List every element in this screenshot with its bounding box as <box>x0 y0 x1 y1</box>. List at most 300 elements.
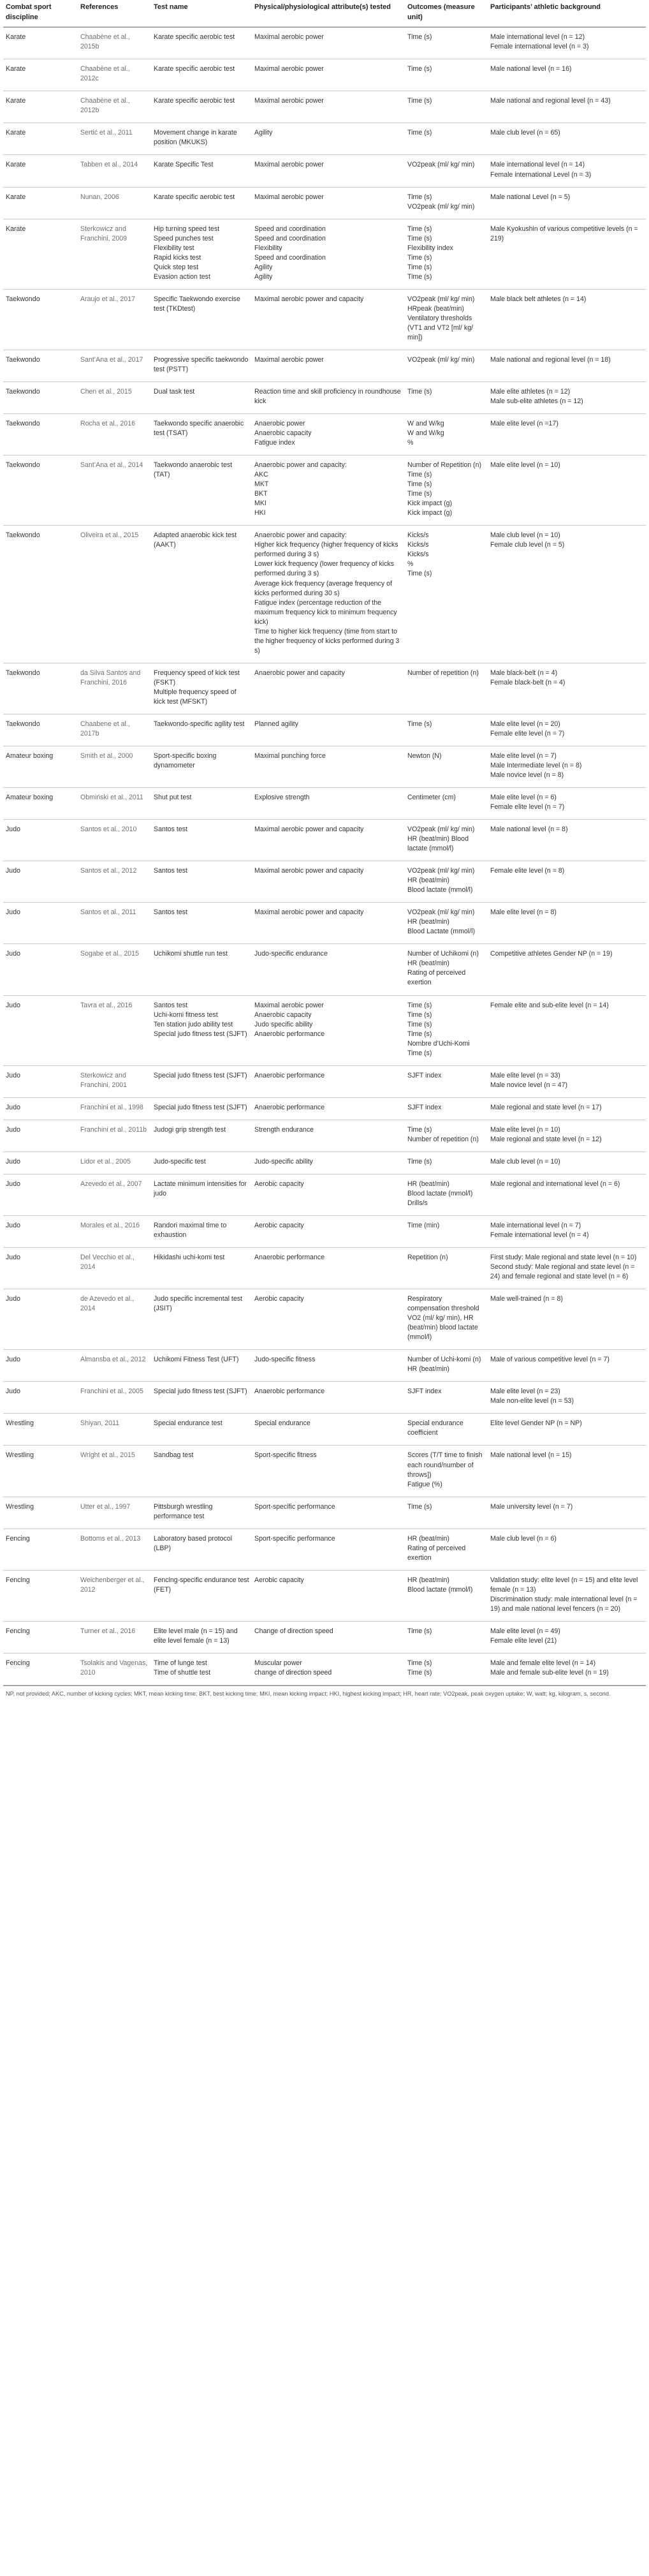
cell-outcomes-line: Time (s) <box>407 471 432 479</box>
cell-reference <box>78 1174 151 1215</box>
cell-attribute-line: Average kick frequency (average frequency of kicks performed during 30 s) <box>254 579 392 597</box>
cell-discipline: Taekwondo <box>3 414 78 455</box>
cell-participants-line: Male regional and state level (n = 12) <box>490 1135 602 1143</box>
cell-discipline: Taekwondo <box>3 663 78 714</box>
cell-discipline: Judo <box>3 1248 78 1289</box>
cell-reference <box>78 123 151 155</box>
cell-participants-line: Second study: Male regional and state level (n = 24) and female regional and state level (n = 6) <box>490 1263 635 1281</box>
cell-test-name-line: Evasion action test <box>154 272 210 281</box>
cell-test-name <box>151 1248 252 1289</box>
cell-attribute <box>252 123 405 155</box>
cell-participants <box>488 1097 646 1120</box>
cell-discipline: Taekwondo <box>3 526 78 663</box>
cell-attribute <box>252 414 405 455</box>
cell-outcomes <box>405 1248 488 1289</box>
cell-reference <box>78 1497 151 1529</box>
cell-participants <box>488 861 646 903</box>
cell-attribute-line: change of direction speed <box>254 1668 332 1677</box>
cell-outcomes-line: Special endurance coefficient <box>407 1419 463 1437</box>
cell-participants <box>488 1570 646 1621</box>
cell-attribute-line: Sport-specific performance <box>254 1534 335 1543</box>
cell-test-name-line: Karate specific aerobic test <box>154 193 235 201</box>
cell-test-name <box>151 219 252 289</box>
cell-test-name-line: Special endurance test <box>154 1419 222 1428</box>
cell-participants-line: Female elite level (n = 7) <box>490 729 565 737</box>
cell-attribute-line: MKT <box>254 480 269 489</box>
cell-discipline: Judo <box>3 1350 78 1382</box>
cell-participants <box>488 1151 646 1174</box>
cell-attribute <box>252 663 405 714</box>
cell-discipline: Judo <box>3 1382 78 1414</box>
cell-participants <box>488 123 646 155</box>
cell-participants-line: Male club level (n = 10) <box>490 1157 560 1166</box>
cell-reference <box>78 1414 151 1446</box>
cell-participants-line: Male sub-elite athletes (n = 12) <box>490 397 583 406</box>
cell-test-name-line: Judo specific incremental test (JSIT) <box>154 1295 242 1313</box>
cell-participants <box>488 1289 646 1350</box>
comparison-table-container <box>3 0 646 1698</box>
cell-outcomes-line: HRpeak (beat/min) <box>407 304 464 313</box>
cell-test-name <box>151 861 252 903</box>
cell-outcomes-line: SJFT index <box>407 1071 442 1079</box>
cell-attribute <box>252 155 405 187</box>
cell-outcomes-line: Rating of perceived exertion <box>407 969 466 987</box>
cell-outcomes <box>405 1065 488 1097</box>
cell-participants-line: Female elite and sub-elite level (n = 14) <box>490 1001 609 1009</box>
cell-outcomes-line: Time (s) <box>407 1502 432 1511</box>
cell-test-name <box>151 27 252 59</box>
cell-outcomes-line: HR (beat/min) <box>407 959 449 968</box>
cell-outcomes-line: VO2peak (ml/ kg/ min) <box>407 161 475 169</box>
cell-discipline: Taekwondo <box>3 455 78 526</box>
cell-outcomes-line: Time (s) <box>407 388 432 396</box>
cell-discipline: Fencing <box>3 1621 78 1653</box>
cell-attribute <box>252 861 405 903</box>
cell-test-name <box>151 155 252 187</box>
cell-attribute-line: Anaerobic capacity <box>254 429 312 438</box>
table-row <box>3 1065 646 1097</box>
cell-test-name-line: Randori maximal time to exhaustion <box>154 1221 227 1239</box>
cell-attribute <box>252 788 405 820</box>
cell-reference <box>78 1653 151 1685</box>
cell-attribute-line: Flexibility <box>254 244 282 252</box>
cell-attribute <box>252 1570 405 1621</box>
cell-test-name-line: Flexibility test <box>154 244 194 252</box>
table-row <box>3 1215 646 1247</box>
cell-outcomes-line: Time (s) <box>407 272 432 281</box>
cell-attribute <box>252 1621 405 1653</box>
cell-discipline: Judo <box>3 1215 78 1247</box>
cell-test-name-line: Elite level male (n = 15) and elite level female (n = 13) <box>154 1627 238 1645</box>
cell-participants <box>488 27 646 59</box>
cell-outcomes <box>405 155 488 187</box>
cell-attribute-line: Muscular power <box>254 1659 302 1667</box>
cell-discipline: Fencing <box>3 1529 78 1570</box>
cell-attribute-line: Anaerobic performance <box>254 1103 325 1111</box>
cell-test-name-line: Special judo fitness test (SJFT) <box>154 1388 247 1396</box>
cell-attribute-line: Judo-specific endurance <box>254 950 328 958</box>
cell-participants-line: Male well-trained (n = 8) <box>490 1295 563 1303</box>
cell-attribute <box>252 1065 405 1097</box>
cell-attribute <box>252 1529 405 1570</box>
cell-outcomes-line: % <box>407 560 414 568</box>
cell-outcomes <box>405 123 488 155</box>
header-test-name: Test name <box>151 0 252 27</box>
cell-reference-line: Weichenberger et al., 2012 <box>80 1576 145 1594</box>
cell-attribute-line: Lower kick frequency (lower frequency of kicks performed during 3 s) <box>254 560 395 578</box>
cell-participants-line: Male elite level (n = 7) <box>490 751 557 760</box>
cell-outcomes <box>405 289 488 350</box>
cell-test-name <box>151 59 252 91</box>
cell-discipline: Judo <box>3 1120 78 1151</box>
cell-reference-line: Tabben et al., 2014 <box>80 161 138 169</box>
cell-test-name-line: Sport-specific boxing dynamometer <box>154 751 217 769</box>
cell-reference-line: Sant’Ana et al., 2014 <box>80 461 143 470</box>
cell-reference <box>78 1289 151 1350</box>
cell-discipline: Karate <box>3 91 78 123</box>
cell-participants <box>488 91 646 123</box>
table-row <box>3 155 646 187</box>
cell-discipline: Taekwondo <box>3 382 78 414</box>
cell-participants <box>488 414 646 455</box>
cell-test-name-line: Time of lunge test <box>154 1659 207 1667</box>
cell-reference <box>78 1065 151 1097</box>
table-row <box>3 1120 646 1151</box>
cell-test-name-line: Specific Taekwondo exercise test (TKDtest) <box>154 295 240 313</box>
cell-participants-line: Male elite athletes (n = 12) <box>490 388 571 396</box>
cell-outcomes-line: Time (s) <box>407 1659 432 1667</box>
cell-outcomes-line: W and W/kg <box>407 420 444 428</box>
cell-test-name <box>151 1382 252 1414</box>
cell-reference-line: Santos et al., 2011 <box>80 908 136 917</box>
cell-reference-line: Chaabène et al., 2012c <box>80 65 130 83</box>
cell-participants <box>488 1446 646 1497</box>
cell-outcomes-line: Time (s) <box>407 65 432 73</box>
cell-attribute <box>252 903 405 944</box>
cell-attribute-line: Explosive strength <box>254 794 310 802</box>
table-row <box>3 219 646 289</box>
cell-discipline: Wrestling <box>3 1414 78 1446</box>
cell-attribute <box>252 187 405 219</box>
cell-outcomes <box>405 1570 488 1621</box>
cell-participants-line: Female elite level (n = 7) <box>490 803 565 811</box>
cell-test-name <box>151 995 252 1065</box>
cell-outcomes-line: Number of repetition (n) <box>407 1135 479 1143</box>
cell-participants-line: Male elite level (n = 49) <box>490 1627 560 1635</box>
cell-participants <box>488 382 646 414</box>
cell-participants-line: Male university level (n = 7) <box>490 1502 573 1511</box>
cell-outcomes-line: Flexibility index <box>407 244 453 252</box>
cell-reference <box>78 187 151 219</box>
cell-outcomes-line: Ventilatory thresholds (VT1 and VT2 [ml/ kg/ min]) <box>407 314 474 341</box>
cell-outcomes-line: Time (s) <box>407 1001 432 1009</box>
table-row <box>3 1382 646 1414</box>
cell-reference <box>78 1570 151 1621</box>
cell-reference-line: Sertić et al., 2011 <box>80 129 133 137</box>
cell-outcomes-line: Kicks/s <box>407 551 429 559</box>
cell-outcomes-line: Time (s) <box>407 1010 432 1019</box>
cell-attribute-line: Anaerobic power and capacity: <box>254 531 347 540</box>
cell-test-name-line: Judogi grip strength test <box>154 1125 226 1134</box>
cell-attribute-line: Maximal aerobic power <box>254 65 324 73</box>
cell-test-name-line: Santos test <box>154 825 187 834</box>
cell-test-name-line: Speed punches test <box>154 234 214 242</box>
cell-outcomes <box>405 350 488 381</box>
cell-discipline: Judo <box>3 1097 78 1120</box>
cell-reference <box>78 526 151 663</box>
cell-participants <box>488 219 646 289</box>
cell-outcomes-line: Kicks/s <box>407 531 429 540</box>
cell-attribute-line: Anaerobic performance <box>254 1254 325 1262</box>
cell-outcomes <box>405 714 488 746</box>
cell-outcomes-line: VO2peak (ml/ kg/ min) <box>407 908 475 917</box>
cell-reference-line: de Azevedo et al., 2014 <box>80 1295 135 1313</box>
cell-reference-line: Nunan, 2006 <box>80 193 119 201</box>
table-row <box>3 91 646 123</box>
table-row <box>3 663 646 714</box>
cell-attribute-line: Agility <box>254 263 273 271</box>
cell-participants-line: Male international level (n = 7) <box>490 1221 581 1229</box>
cell-attribute <box>252 1653 405 1685</box>
cell-participants-line: Male and female elite level (n = 14) <box>490 1659 596 1667</box>
cell-outcomes-line: % <box>407 439 414 447</box>
cell-outcomes <box>405 944 488 995</box>
cell-discipline: Karate <box>3 219 78 289</box>
cell-attribute-line: Maximal aerobic power and capacity <box>254 867 364 875</box>
cell-discipline: Wrestling <box>3 1497 78 1529</box>
cell-outcomes-line: Time (s) <box>407 263 432 271</box>
cell-reference-line: Utter et al., 1997 <box>80 1502 131 1511</box>
cell-attribute <box>252 1120 405 1151</box>
cell-test-name <box>151 1065 252 1097</box>
cell-attribute-line: Judo specific ability <box>254 1020 313 1028</box>
cell-outcomes-line: Time (s) <box>407 193 432 201</box>
cell-outcomes-line: Time (s) <box>407 480 432 489</box>
cell-reference-line: Morales et al., 2016 <box>80 1221 140 1229</box>
cell-reference-line: Del Vecchio et al., 2014 <box>80 1254 135 1271</box>
cell-participants-line: Female international Level (n = 3) <box>490 170 592 179</box>
cell-reference-line: Santos et al., 2010 <box>80 825 137 834</box>
cell-test-name <box>151 944 252 995</box>
cell-test-name-line: Hip turning speed test <box>154 225 220 233</box>
cell-reference-line: Almansba et al., 2012 <box>80 1356 146 1364</box>
header-attribute: Physical/physiological attribute(s) tested <box>252 0 405 27</box>
cell-reference-line: Obmiński et al., 2011 <box>80 794 143 802</box>
cell-discipline: Judo <box>3 944 78 995</box>
cell-participants-line: Male club level (n = 10) <box>490 531 560 540</box>
table-row <box>3 1289 646 1350</box>
cell-outcomes-line: Time (s) <box>407 1627 432 1635</box>
cell-participants <box>488 820 646 861</box>
cell-attribute-line: Aerobic capacity <box>254 1576 304 1584</box>
cell-participants <box>488 455 646 526</box>
cell-attribute-line: Sport-specific fitness <box>254 1451 317 1460</box>
table-row <box>3 414 646 455</box>
cell-outcomes-line: Drills/s <box>407 1199 428 1207</box>
cell-reference <box>78 1621 151 1653</box>
cell-outcomes-line: Time (s) <box>407 234 432 242</box>
cell-test-name <box>151 746 252 787</box>
cell-attribute-line: Maximal aerobic power and capacity <box>254 908 364 917</box>
cell-test-name <box>151 289 252 350</box>
cell-participants-line: Male club level (n = 65) <box>490 129 560 137</box>
table-footnote: NP, not provided; AKC, number of kicking cycles; MKT, mean kicking time; BKT, best kicking time; MKI, mean kicking impact; HKI, highest kicking impact; HR, heart rate; VO2peak, peak oxygen uptake; W, watt; kg, kilogram, s, second. <box>3 1685 646 1698</box>
cell-participants <box>488 1215 646 1247</box>
cell-participants-line: Male black-belt (n = 4) <box>490 669 558 677</box>
cell-participants-line: Male international level (n = 12) <box>490 33 585 41</box>
cell-outcomes-line: HR (beat/min) <box>407 877 449 885</box>
cell-attribute <box>252 91 405 123</box>
cell-reference-line: Tavra et al., 2016 <box>80 1001 133 1009</box>
cell-test-name-line: Judo-specific test <box>154 1157 206 1166</box>
table-row <box>3 1097 646 1120</box>
cell-discipline: Karate <box>3 59 78 91</box>
cell-test-name-line: Ten station judo ability test <box>154 1020 233 1028</box>
cell-reference <box>78 995 151 1065</box>
cell-outcomes <box>405 1382 488 1414</box>
cell-outcomes-line: Time (s) <box>407 1668 432 1677</box>
table-row <box>3 1653 646 1685</box>
cell-reference <box>78 1248 151 1289</box>
cell-participants-line: Male novice level (n = 47) <box>490 1081 568 1089</box>
cell-test-name-line: Progressive specific taekwondo test (PSTT) <box>154 355 249 373</box>
table-row <box>3 526 646 663</box>
cell-reference-line: Chaabène et al., 2012b <box>80 97 130 115</box>
cell-test-name-line: Pittsburgh wrestling performance test <box>154 1502 213 1520</box>
cell-outcomes-line: Number of Repetition (n) <box>407 461 481 470</box>
cell-test-name-line: Special judo fitness test (SJFT) <box>154 1071 247 1079</box>
cell-participants-line: Male national and regional level (n = 43) <box>490 97 611 105</box>
cell-outcomes-line: Kick impact (g) <box>407 509 453 517</box>
cell-attribute-line: MKI <box>254 500 266 508</box>
cell-reference-line: Sogabe et al., 2015 <box>80 950 139 958</box>
cell-participants-line: Male club level (n = 6) <box>490 1534 557 1543</box>
cell-reference <box>78 455 151 526</box>
cell-outcomes <box>405 526 488 663</box>
cell-participants <box>488 289 646 350</box>
cell-attribute-line: Anaerobic power <box>254 420 305 428</box>
cell-discipline: Wrestling <box>3 1446 78 1497</box>
table-row <box>3 59 646 91</box>
cell-participants-line: Male of various competitive level (n = 7) <box>490 1356 609 1364</box>
cell-attribute-line: Anaerobic power and capacity: <box>254 461 347 470</box>
cell-participants-line: Female elite level (21) <box>490 1636 557 1645</box>
cell-test-name <box>151 1350 252 1382</box>
cell-participants <box>488 1174 646 1215</box>
cell-reference <box>78 350 151 381</box>
cell-discipline: Amateur boxing <box>3 788 78 820</box>
cell-participants <box>488 1497 646 1529</box>
cell-attribute-line: Anaerobic performance <box>254 1388 325 1396</box>
cell-reference <box>78 820 151 861</box>
cell-participants-line: Male elite level (n = 23) <box>490 1388 560 1396</box>
cell-attribute-line: Higher kick frequency (higher frequency of kicks performed during 3 s) <box>254 541 398 559</box>
cell-participants-line: Female elite level (n = 8) <box>490 867 565 875</box>
cell-test-name-line: Special judo fitness test (SJFT) <box>154 1103 247 1111</box>
cell-outcomes <box>405 1215 488 1247</box>
cell-participants-line: Male elite level (n = 10) <box>490 461 560 470</box>
cell-outcomes-line: Time (s) <box>407 1030 432 1038</box>
cell-outcomes-line: VO2peak (ml/ kg/ min) HR (beat/min) Blood lactate (mmol/l) <box>407 825 475 853</box>
cell-attribute-line: Maximal aerobic power <box>254 33 324 41</box>
cell-test-name <box>151 1174 252 1215</box>
cell-test-name <box>151 663 252 714</box>
cell-attribute-line: Aerobic capacity <box>254 1180 304 1188</box>
table-row <box>3 187 646 219</box>
cell-attribute-line: Agility <box>254 129 273 137</box>
cell-discipline: Taekwondo <box>3 714 78 746</box>
header-row <box>3 0 646 27</box>
cell-participants <box>488 59 646 91</box>
cell-test-name-line: Uchikomi Fitness Test (UFT) <box>154 1356 239 1364</box>
cell-attribute <box>252 1151 405 1174</box>
cell-participants <box>488 995 646 1065</box>
cell-outcomes-line: HR (beat/min) <box>407 1365 449 1373</box>
cell-discipline: Amateur boxing <box>3 746 78 787</box>
cell-attribute-line: Special endurance <box>254 1419 310 1428</box>
cell-reference <box>78 155 151 187</box>
cell-attribute-line: BKT <box>254 490 268 498</box>
cell-attribute <box>252 1382 405 1414</box>
cell-participants <box>488 1653 646 1685</box>
cell-outcomes-line: HR (beat/min) <box>407 1180 449 1188</box>
cell-attribute <box>252 27 405 59</box>
cell-test-name <box>151 820 252 861</box>
cell-participants-line: Male national level (n = 8) <box>490 825 568 834</box>
cell-outcomes-line: Time (s) <box>407 33 432 41</box>
cell-attribute <box>252 59 405 91</box>
cell-attribute-line: Time to higher kick frequency (time from start to the higher frequency of kicks performed during 3 s) <box>254 627 400 655</box>
cell-outcomes <box>405 219 488 289</box>
cell-outcomes-line: Scores (T/T time to finish each round/number of throws]) <box>407 1451 483 1479</box>
cell-reference <box>78 1120 151 1151</box>
cell-reference <box>78 944 151 995</box>
cell-test-name <box>151 187 252 219</box>
cell-attribute <box>252 526 405 663</box>
cell-attribute <box>252 1248 405 1289</box>
cell-outcomes <box>405 59 488 91</box>
cell-participants-line: Female international level (n = 4) <box>490 1231 589 1239</box>
cell-discipline: Judo <box>3 995 78 1065</box>
cell-participants <box>488 187 646 219</box>
cell-reference-line: Chaabene et al., 2017b <box>80 720 130 737</box>
cell-attribute-line: Fatigue index (percentage reduction of the maximum frequency kick to minimum frequency kick) <box>254 598 397 626</box>
cell-test-name <box>151 1414 252 1446</box>
cell-participants-line: Male national level (n = 16) <box>490 65 572 73</box>
cell-attribute-line: Maximal aerobic power <box>254 1001 324 1009</box>
cell-test-name <box>151 714 252 746</box>
cell-participants <box>488 746 646 787</box>
cell-outcomes-line: Blood lactate (mmol/l) <box>407 886 473 894</box>
cell-outcomes-line: HR (beat/min) <box>407 1576 449 1584</box>
cell-attribute-line: Maximal aerobic power <box>254 193 324 201</box>
cell-test-name-line: Uchi-komi fitness test <box>154 1010 218 1019</box>
table-row <box>3 27 646 59</box>
cell-attribute <box>252 455 405 526</box>
cell-test-name-line: Rapid kicks test <box>154 253 201 262</box>
cell-discipline: Karate <box>3 27 78 59</box>
cell-reference <box>78 382 151 414</box>
cell-participants <box>488 1350 646 1382</box>
cell-participants <box>488 1414 646 1446</box>
cell-participants <box>488 1529 646 1570</box>
cell-participants-line: First study: Male regional and state level (n = 10) <box>490 1254 637 1262</box>
cell-reference-line: Oliveira et al., 2015 <box>80 531 139 540</box>
cell-reference-line: Azevedo et al., 2007 <box>80 1180 142 1188</box>
cell-reference-line: Bottoms et al., 2013 <box>80 1534 141 1543</box>
cell-outcomes <box>405 1414 488 1446</box>
cell-reference-line: Tsolakis and Vagenas, 2010 <box>80 1659 148 1677</box>
